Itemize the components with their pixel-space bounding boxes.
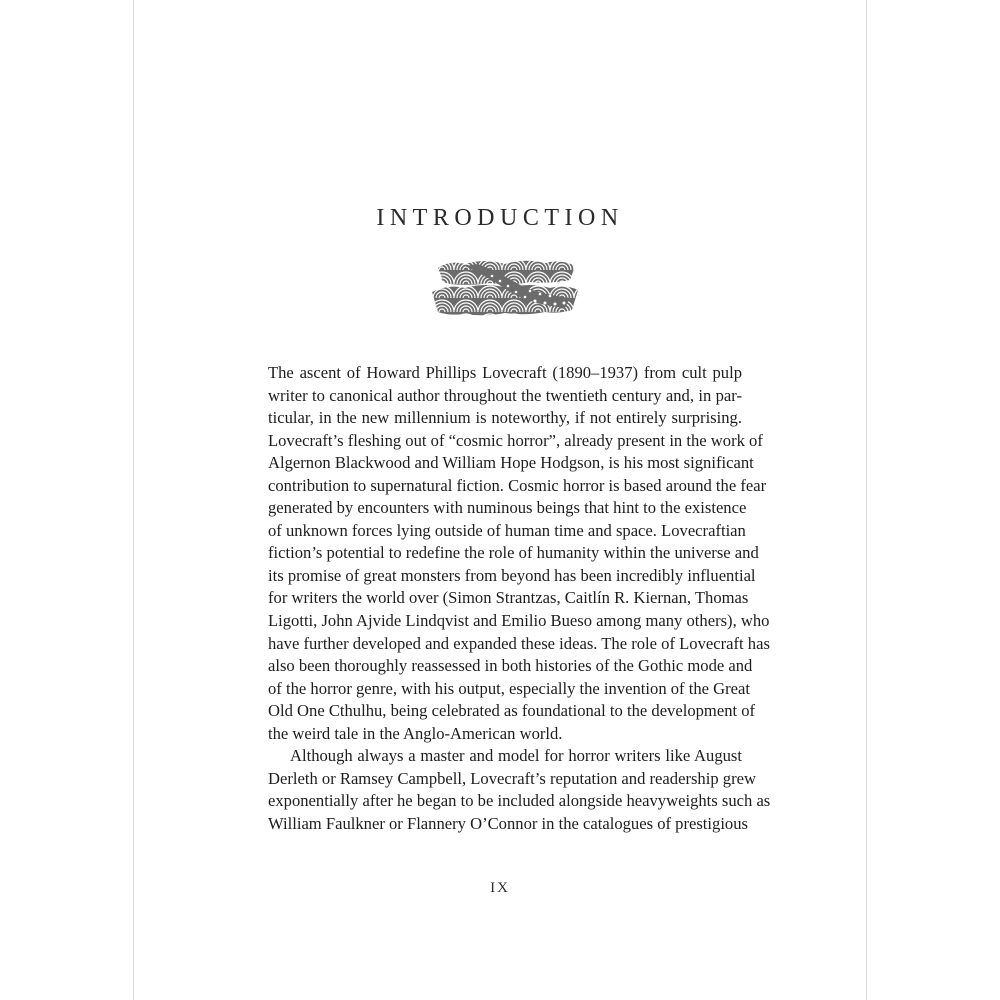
text-line: exponentially after he began to be included alongside heavyweights such as <box>268 791 771 811</box>
text-line: the weird tale in the Anglo-American world. <box>268 723 563 743</box>
text-line: Although always a master and model for horror writers like August <box>290 746 742 766</box>
text-line: of the horror genre, with his output, especially the invention of the Great <box>268 678 751 698</box>
text-line: contribution to supernatural fiction. Cosmic horror is based around the fear <box>268 475 767 495</box>
text-line: also been thoroughly reassessed in both histories of the Gothic mode and <box>268 656 753 676</box>
text-line: writer to canonical author throughout the twentieth century and, in par- <box>268 385 742 405</box>
text-line: ticular, in the new millennium is noteworthy, if not entirely surprising. <box>268 408 742 428</box>
wave-ornament-icon <box>430 256 580 326</box>
text-line: Derleth or Ramsey Campbell, Lovecraft’s reputation and readership grew <box>268 768 756 788</box>
page-edge-left <box>133 0 134 1000</box>
text-line: William Faulkner or Flannery O’Connor in the catalogues of prestigious <box>268 813 748 833</box>
text-line: Algernon Blackwood and William Hope Hodgson, is his most significant <box>268 453 754 473</box>
text-line: Old One Cthulhu, being celebrated as foundational to the development of <box>268 701 756 721</box>
chapter-title: INTRODUCTION <box>376 205 624 232</box>
text-line: of unknown forces lying outside of human time and space. Lovecraftian <box>268 520 746 540</box>
text-line: Ligotti, John Ajvide Lindqvist and Emilio Bueso among many others), who <box>268 611 770 631</box>
text-line: Lovecraft’s fleshing out of “cosmic horror”, already present in the work of <box>268 430 763 450</box>
text-line: for writers the world over (Simon Strantzas, Caitlín R. Kiernan, Thomas <box>268 588 749 608</box>
page-number: IX <box>490 880 510 896</box>
text-line: fiction’s potential to redefine the role of humanity within the universe and <box>268 543 759 563</box>
body-text <box>268 362 771 835</box>
text-line: generated by encounters with numinous beings that hint to the existence <box>268 498 747 518</box>
page-edge-right <box>866 0 867 1000</box>
paragraph-1 <box>268 362 770 745</box>
text-line: its promise of great monsters from beyond has been incredibly influential <box>268 565 756 585</box>
text-line: The ascent of Howard Phillips Lovecraft (1890–1937) from cult pulp <box>268 363 742 382</box>
paragraph-2 <box>268 745 771 835</box>
text-line: have further developed and expanded these ideas. The role of Lovecraft has <box>268 633 770 653</box>
